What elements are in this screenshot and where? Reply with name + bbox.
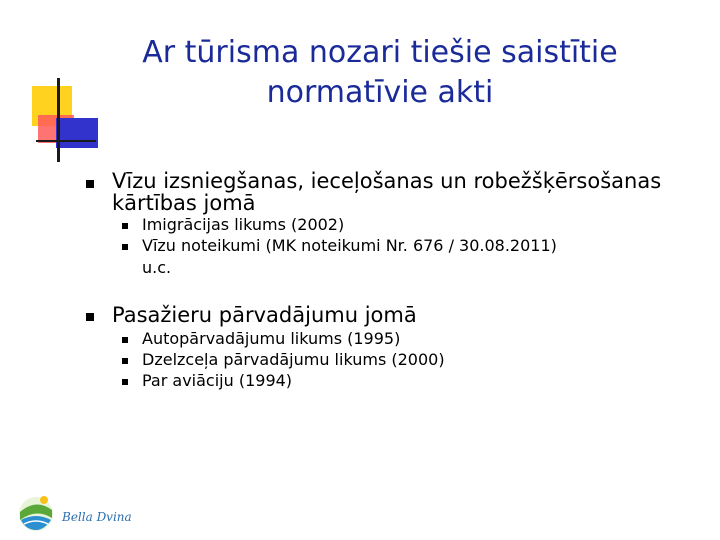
decor-blue-square: [56, 118, 98, 148]
square-bullet-icon: [122, 244, 128, 250]
section-heading-visas-line-1: Vīzu izsniegšanas, ieceļošanas un robežšķērsošanas: [112, 169, 662, 193]
list-item: Par aviāciju (1994): [142, 371, 293, 390]
section-heading-visas: [112, 170, 661, 214]
section-heading-visas-line-2: kārtības jomā: [112, 191, 256, 215]
square-bullet-icon: [122, 337, 128, 343]
list-item: Dzelzceļa pārvadājumu likums (2000): [142, 350, 445, 369]
square-bullet-icon: [122, 223, 128, 229]
list-item: Vīzu noteikumi (MK noteikumi Nr. 676 / 30.08.2011): [142, 236, 557, 255]
square-bullet-icon: [86, 313, 94, 321]
slide-title-line-1: Ar tūrisma nozari tiešie saistītie: [142, 35, 618, 70]
section-heading-transport: [112, 304, 417, 326]
slide-title-line-2: normatīvie akti: [266, 75, 494, 110]
bella-dvina-logo: [14, 490, 144, 536]
logo-text: Bella Dvina: [62, 510, 132, 524]
square-bullet-icon: [122, 379, 128, 385]
square-bullet-icon: [86, 180, 94, 188]
list-item: Autopārvadājumu likums (1995): [142, 329, 401, 348]
decor-vertical-line: [57, 78, 60, 162]
section-heading-transport-line-1: Pasažieru pārvadājumu jomā: [112, 303, 417, 327]
square-bullet-icon: [122, 358, 128, 364]
logo-emblem-icon: [14, 490, 144, 536]
slide-title: [120, 33, 640, 113]
list-item: Imigrācijas likums (2002): [142, 215, 345, 234]
decor-horizontal-line: [36, 140, 96, 142]
list-item-continuation: u.c.: [142, 258, 172, 277]
